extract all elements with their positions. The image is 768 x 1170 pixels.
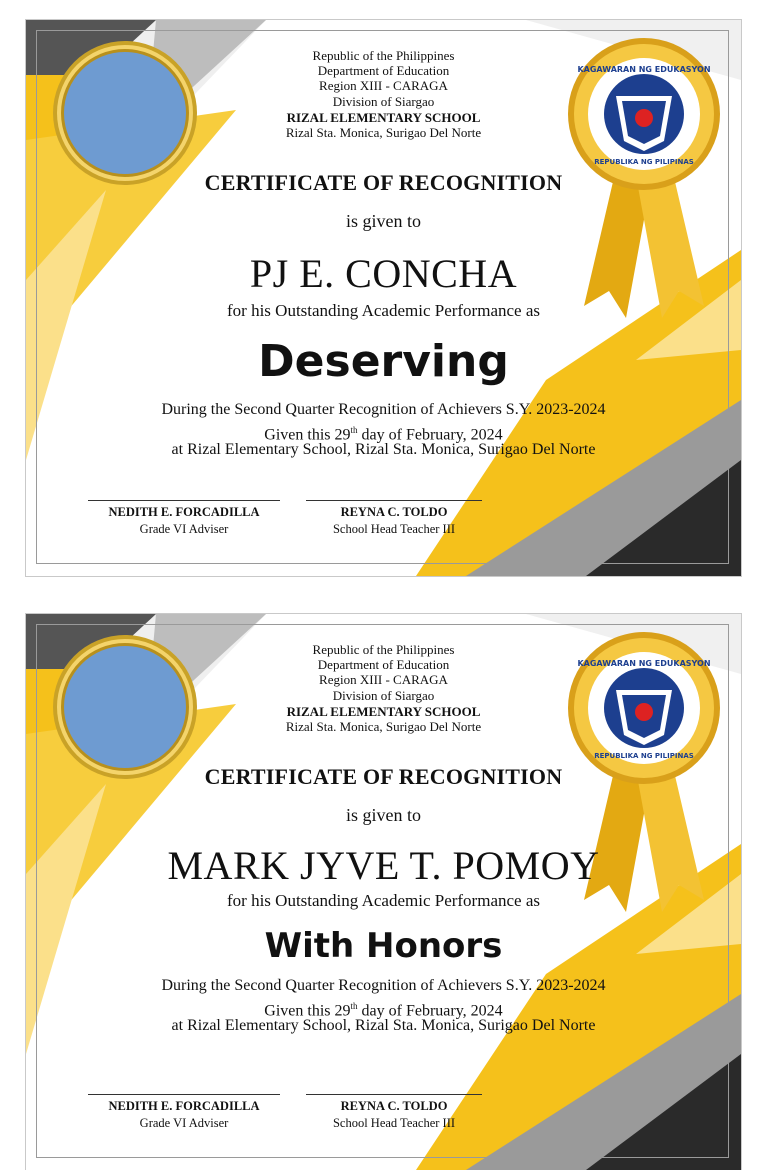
- certificate-title: CERTIFICATE OF RECOGNITION: [204, 170, 563, 195]
- certificate-1: [26, 20, 741, 576]
- reason-text: for his Outstanding Academic Performance as: [227, 301, 540, 320]
- signatory-adviser: [88, 1094, 280, 1131]
- award-title: Deserving: [258, 336, 509, 387]
- signatory-name: REYNA C. TOLDO: [340, 505, 448, 519]
- certificate-2: [26, 614, 741, 1170]
- signature-line: [88, 500, 280, 501]
- seal-bottom-text: REPUBLIKA NG PILIPINAS: [594, 752, 694, 760]
- header-school: RIZAL ELEMENTARY SCHOOL: [286, 110, 481, 125]
- signatory-position: School Head Teacher III: [332, 522, 456, 536]
- recipient-name: MARK JYVE T. POMOY: [167, 843, 600, 888]
- award-title: With Honors: [264, 926, 503, 966]
- given-day-text: Given this 29th day of February, 2024: [264, 425, 503, 444]
- given-to-text: is given to: [346, 805, 421, 825]
- ceremony-text: During the Second Quarter Recognition of Achievers S.Y. 2023-2024: [161, 977, 606, 994]
- header-address: Rizal Sta. Monica, Surigao Del Norte: [285, 125, 482, 140]
- seal-top-text: KAGAWARAN NG EDUKASYON: [577, 65, 711, 74]
- signatory-name: NEDITH E. FORCADILLA: [108, 505, 260, 519]
- recipient-name: PJ E. CONCHA: [249, 251, 518, 296]
- signatory-position: Grade VI Adviser: [139, 1116, 229, 1130]
- signatory-name: NEDITH E. FORCADILLA: [108, 1099, 260, 1113]
- header-department: Department of Education: [317, 657, 450, 672]
- header-region: Region XIII - CARAGA: [319, 672, 448, 687]
- header-region: Region XIII - CARAGA: [319, 78, 448, 93]
- signatory-head: [306, 1094, 482, 1131]
- venue-text: at Rizal Elementary School, Rizal Sta. Monica, Surigao Del Norte: [171, 441, 596, 458]
- header-division: Division of Siargao: [332, 688, 435, 703]
- given-day-text: Given this 29th day of February, 2024: [264, 1001, 503, 1020]
- certificate-title: CERTIFICATE OF RECOGNITION: [204, 764, 563, 789]
- signature-line: [306, 500, 482, 501]
- signature-line: [88, 1094, 280, 1095]
- header-republic: Republic of the Philippines: [312, 48, 455, 63]
- signature-line: [306, 1094, 482, 1095]
- header-department: Department of Education: [317, 63, 450, 78]
- signatory-position: Grade VI Adviser: [139, 522, 229, 536]
- ceremony-text: During the Second Quarter Recognition of Achievers S.Y. 2023-2024: [161, 401, 606, 418]
- header-address: Rizal Sta. Monica, Surigao Del Norte: [285, 719, 482, 734]
- header-division: Division of Siargao: [332, 94, 435, 109]
- signatory-name: REYNA C. TOLDO: [340, 1099, 448, 1113]
- signatory-position: School Head Teacher III: [332, 1116, 456, 1130]
- given-to-text: is given to: [346, 211, 421, 231]
- venue-text: at Rizal Elementary School, Rizal Sta. Monica, Surigao Del Norte: [171, 1017, 596, 1034]
- signatory-adviser: [88, 500, 280, 537]
- signatory-head: [306, 500, 482, 537]
- reason-text: for his Outstanding Academic Performance as: [227, 891, 540, 910]
- header-republic: Republic of the Philippines: [312, 642, 455, 657]
- seal-bottom-text: REPUBLIKA NG PILIPINAS: [594, 158, 694, 166]
- header-school: RIZAL ELEMENTARY SCHOOL: [286, 704, 481, 719]
- seal-top-text: KAGAWARAN NG EDUKASYON: [577, 659, 711, 668]
